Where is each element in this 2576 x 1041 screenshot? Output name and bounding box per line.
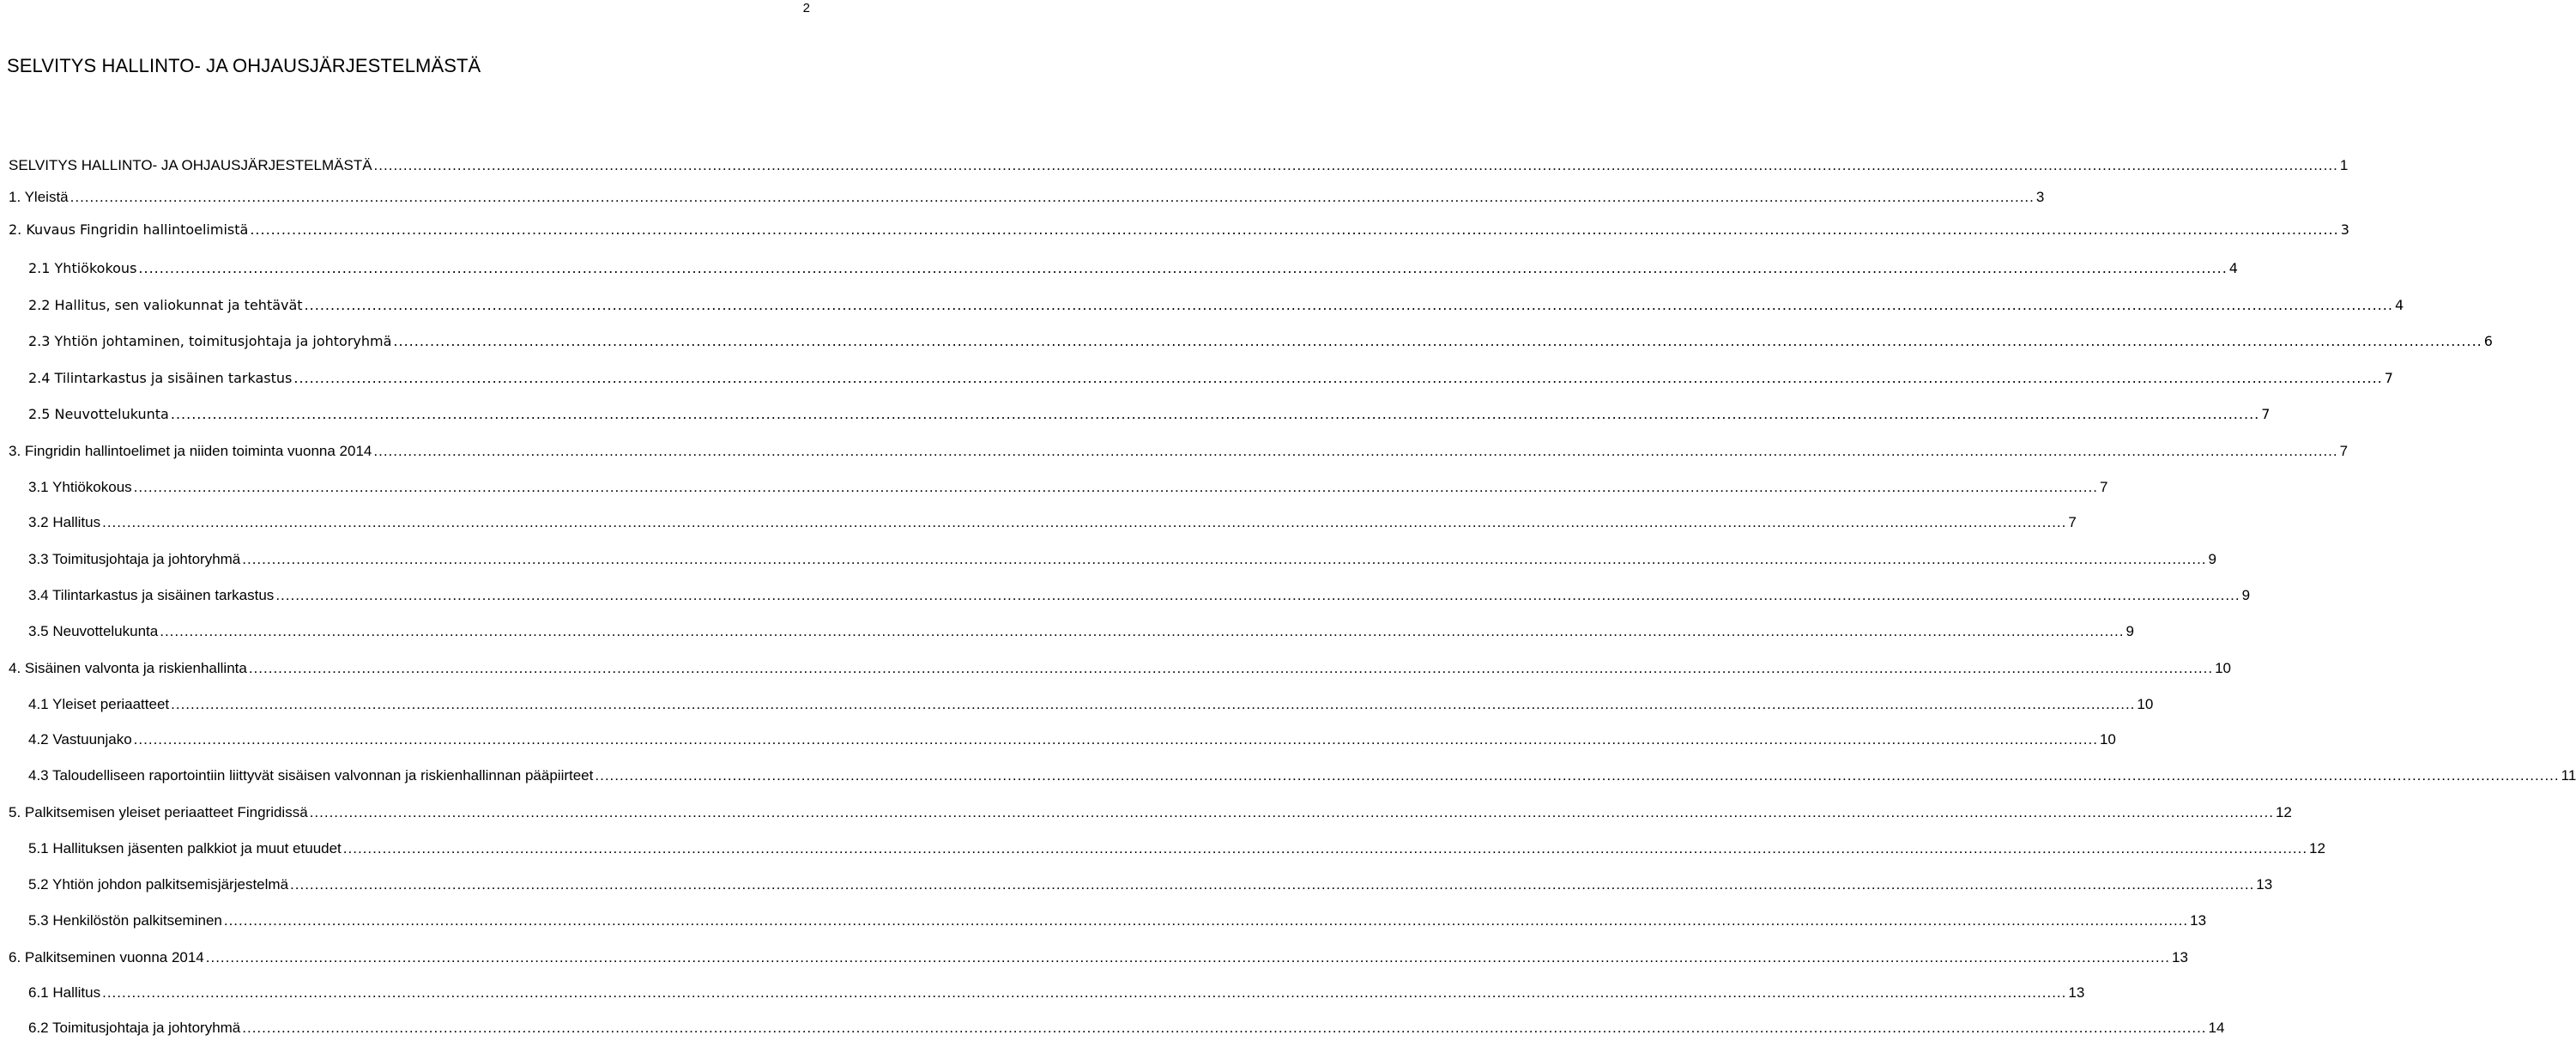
toc-entry-label: 2.2 Hallitus, sen valiokunnat ja tehtävät — [28, 297, 303, 313]
toc-entry[interactable] — [9, 945, 2188, 971]
toc-leader-dots: ................................................................................................................................................................................................................................................................................................................................................................................................................ — [309, 804, 2274, 820]
toc-entry[interactable] — [28, 329, 2493, 354]
toc-entry-label: 6. Palkitseminen vuonna 2014 — [9, 949, 204, 965]
toc-entry-label: 2.4 Tilintarkastus ja sisäinen tarkastus — [28, 370, 293, 386]
toc-entry-label: 2.5 Neuvottelukunta — [28, 406, 169, 422]
toc-entry-label: 3.2 Hallitus — [28, 514, 101, 530]
toc-entry-page: 1 — [2339, 157, 2349, 173]
toc-entry-page: 10 — [2099, 731, 2116, 747]
toc-entry-label: 6.1 Hallitus — [28, 984, 101, 1001]
toc-entry-page: 13 — [2068, 984, 2085, 1001]
toc-entry-label: 3.5 Neuvottelukunta — [28, 623, 159, 639]
toc-entry-page: 3 — [2340, 221, 2349, 238]
toc-entry[interactable] — [28, 619, 2134, 645]
toc-entry-page: 7 — [2099, 479, 2108, 495]
toc-entry[interactable] — [28, 763, 2576, 789]
toc-leader-dots: ................................................................................................................................................................................................................................................................................................................................................................................................................ — [242, 551, 2207, 567]
toc-entry[interactable] — [28, 727, 2116, 753]
toc-entry[interactable] — [28, 980, 2085, 1006]
toc-entry[interactable] — [9, 800, 2292, 826]
toc-entry[interactable] — [28, 510, 2077, 536]
toc-entry-label: 4.3 Taloudelliseen raportointiin liittyvät sisäisen valvonnan ja riskienhallinnan pääpiirteet — [28, 767, 594, 784]
toc-entry-page: 13 — [2256, 876, 2273, 893]
toc-entry-page: 12 — [2275, 804, 2292, 820]
toc-leader-dots: ................................................................................................................................................................................................................................................................................................................................................................................................................ — [595, 767, 2560, 784]
toc-leader-dots: ................................................................................................................................................................................................................................................................................................................................................................................................................ — [250, 221, 2339, 238]
toc-entry-page: 7 — [2384, 370, 2393, 386]
toc-entry-label: SELVITYS HALLINTO- JA OHJAUSJÄRJESTELMÄSTÄ — [9, 157, 372, 173]
toc-leader-dots: ................................................................................................................................................................................................................................................................................................................................................................................................................ — [290, 876, 2255, 893]
toc-leader-dots: ................................................................................................................................................................................................................................................................................................................................................................................................................ — [304, 297, 2393, 313]
toc-leader-dots: ................................................................................................................................................................................................................................................................................................................................................................................................................ — [133, 479, 2098, 495]
toc-leader-dots: ................................................................................................................................................................................................................................................................................................................................................................................................................ — [102, 514, 2067, 530]
toc-entry-label: 2.1 Yhtiökokous — [28, 260, 137, 276]
toc-leader-dots: ................................................................................................................................................................................................................................................................................................................................................................................................................ — [342, 840, 2308, 856]
toc-entry-label: 3.3 Toimitusjohtaja ja johtoryhmä — [28, 551, 241, 567]
toc-leader-dots: ................................................................................................................................................................................................................................................................................................................................................................................................................ — [242, 1020, 2207, 1036]
toc-entry-page: 4 — [2228, 260, 2238, 276]
toc-entry-label: 6.2 Toimitusjohtaja ja johtoryhmä — [28, 1020, 241, 1036]
toc-leader-dots: ................................................................................................................................................................................................................................................................................................................................................................................................................ — [293, 370, 2383, 386]
toc-entry-page: 9 — [2208, 551, 2216, 567]
toc-entry-page: 10 — [2215, 660, 2232, 676]
toc-entry-page: 13 — [2190, 912, 2207, 929]
toc-entry-page: 10 — [2137, 696, 2154, 712]
toc-leader-dots: ................................................................................................................................................................................................................................................................................................................................................................................................................ — [223, 912, 2189, 929]
toc-entry-label: 3. Fingridin hallintoelimet ja niiden toiminta vuonna 2014 — [9, 443, 372, 459]
toc-entry[interactable] — [28, 293, 2404, 318]
toc-entry[interactable] — [9, 185, 2045, 210]
toc-entry[interactable] — [28, 475, 2108, 500]
toc-entry-page: 4 — [2394, 297, 2404, 313]
toc-leader-dots: ................................................................................................................................................................................................................................................................................................................................................................................................................ — [102, 984, 2067, 1001]
toc-leader-dots: ................................................................................................................................................................................................................................................................................................................................................................................................................ — [171, 696, 2136, 712]
toc-entry[interactable] — [28, 583, 2251, 608]
toc-entry[interactable] — [28, 872, 2273, 898]
toc-entry-page: 12 — [2309, 840, 2325, 856]
toc-entry-label: 5.2 Yhtiön johdon palkitsemisjärjestelmä — [28, 876, 289, 893]
toc-entry[interactable] — [28, 402, 2271, 427]
toc-entry-label: 4.2 Vastuunjako — [28, 731, 132, 747]
toc-entry[interactable] — [9, 656, 2232, 681]
toc-entry-label: 2.3 Yhtiön johtaminen, toimitusjohtaja ja johtoryhmä — [28, 333, 392, 349]
toc-entry[interactable] — [28, 1015, 2225, 1041]
toc-entry-page: 7 — [2339, 443, 2349, 459]
toc-entry-page: 7 — [2068, 514, 2077, 530]
toc-entry-label: 1. Yleistä — [9, 189, 69, 205]
toc-entry-label: 4. Sisäinen valvonta ja riskienhallinta — [9, 660, 247, 676]
toc-entry-page: 14 — [2208, 1020, 2225, 1036]
toc-entry-page: 11 — [2561, 767, 2576, 784]
toc-leader-dots: ................................................................................................................................................................................................................................................................................................................................................................................................................ — [160, 623, 2125, 639]
toc-leader-dots: ................................................................................................................................................................................................................................................................................................................................................................................................................ — [170, 406, 2260, 422]
toc-entry-page: 7 — [2261, 406, 2271, 422]
toc-leader-dots: ................................................................................................................................................................................................................................................................................................................................................................................................................ — [393, 333, 2482, 349]
toc-entry[interactable] — [28, 836, 2325, 862]
toc-entry[interactable] — [28, 256, 2238, 281]
toc-leader-dots: ................................................................................................................................................................................................................................................................................................................................................................................................................ — [373, 443, 2338, 459]
toc-entry-label: 3.1 Yhtiökokous — [28, 479, 132, 495]
toc-entry[interactable] — [9, 153, 2349, 179]
toc-entry[interactable] — [28, 692, 2154, 717]
toc-entry-label: 3.4 Tilintarkastus ja sisäinen tarkastus — [28, 587, 275, 603]
toc-entry-page: 3 — [2035, 189, 2045, 205]
toc-entry[interactable] — [28, 908, 2207, 934]
toc-leader-dots: ................................................................................................................................................................................................................................................................................................................................................................................................................ — [138, 260, 2228, 276]
toc-leader-dots: ................................................................................................................................................................................................................................................................................................................................................................................................................ — [205, 949, 2171, 965]
page-number: 2 — [802, 1, 810, 15]
toc-entry[interactable] — [9, 439, 2349, 464]
toc-entry[interactable] — [9, 217, 2349, 243]
toc-leader-dots: ................................................................................................................................................................................................................................................................................................................................................................................................................ — [133, 731, 2098, 747]
toc-entry[interactable] — [28, 366, 2393, 391]
toc-entry-label: 2. Kuvaus Fingridin hallintoelimistä — [9, 221, 249, 238]
toc-entry-page: 9 — [2241, 587, 2251, 603]
document-title: SELVITYS HALLINTO- JA OHJAUSJÄRJESTELMÄSTÄ — [7, 55, 481, 76]
toc-leader-dots: ................................................................................................................................................................................................................................................................................................................................................................................................................ — [248, 660, 2214, 676]
toc-entry-label: 5. Palkitsemisen yleiset periaatteet Fingridissä — [9, 804, 308, 820]
toc-entry-label: 4.1 Yleiset periaatteet — [28, 696, 170, 712]
toc-entry-label: 5.3 Henkilöstön palkitseminen — [28, 912, 222, 929]
toc-entry-page: 9 — [2126, 623, 2134, 639]
toc-entry-page: 13 — [2172, 949, 2188, 965]
toc-entry-page: 6 — [2483, 333, 2493, 349]
toc-entry-label: 5.1 Hallituksen jäsenten palkkiot ja muut etuudet — [28, 840, 342, 856]
toc-leader-dots: ................................................................................................................................................................................................................................................................................................................................................................................................................ — [373, 157, 2338, 173]
toc-entry[interactable] — [28, 547, 2216, 572]
toc-leader-dots: ................................................................................................................................................................................................................................................................................................................................................................................................................ — [70, 189, 2035, 205]
toc-leader-dots: ................................................................................................................................................................................................................................................................................................................................................................................................................ — [275, 587, 2240, 603]
